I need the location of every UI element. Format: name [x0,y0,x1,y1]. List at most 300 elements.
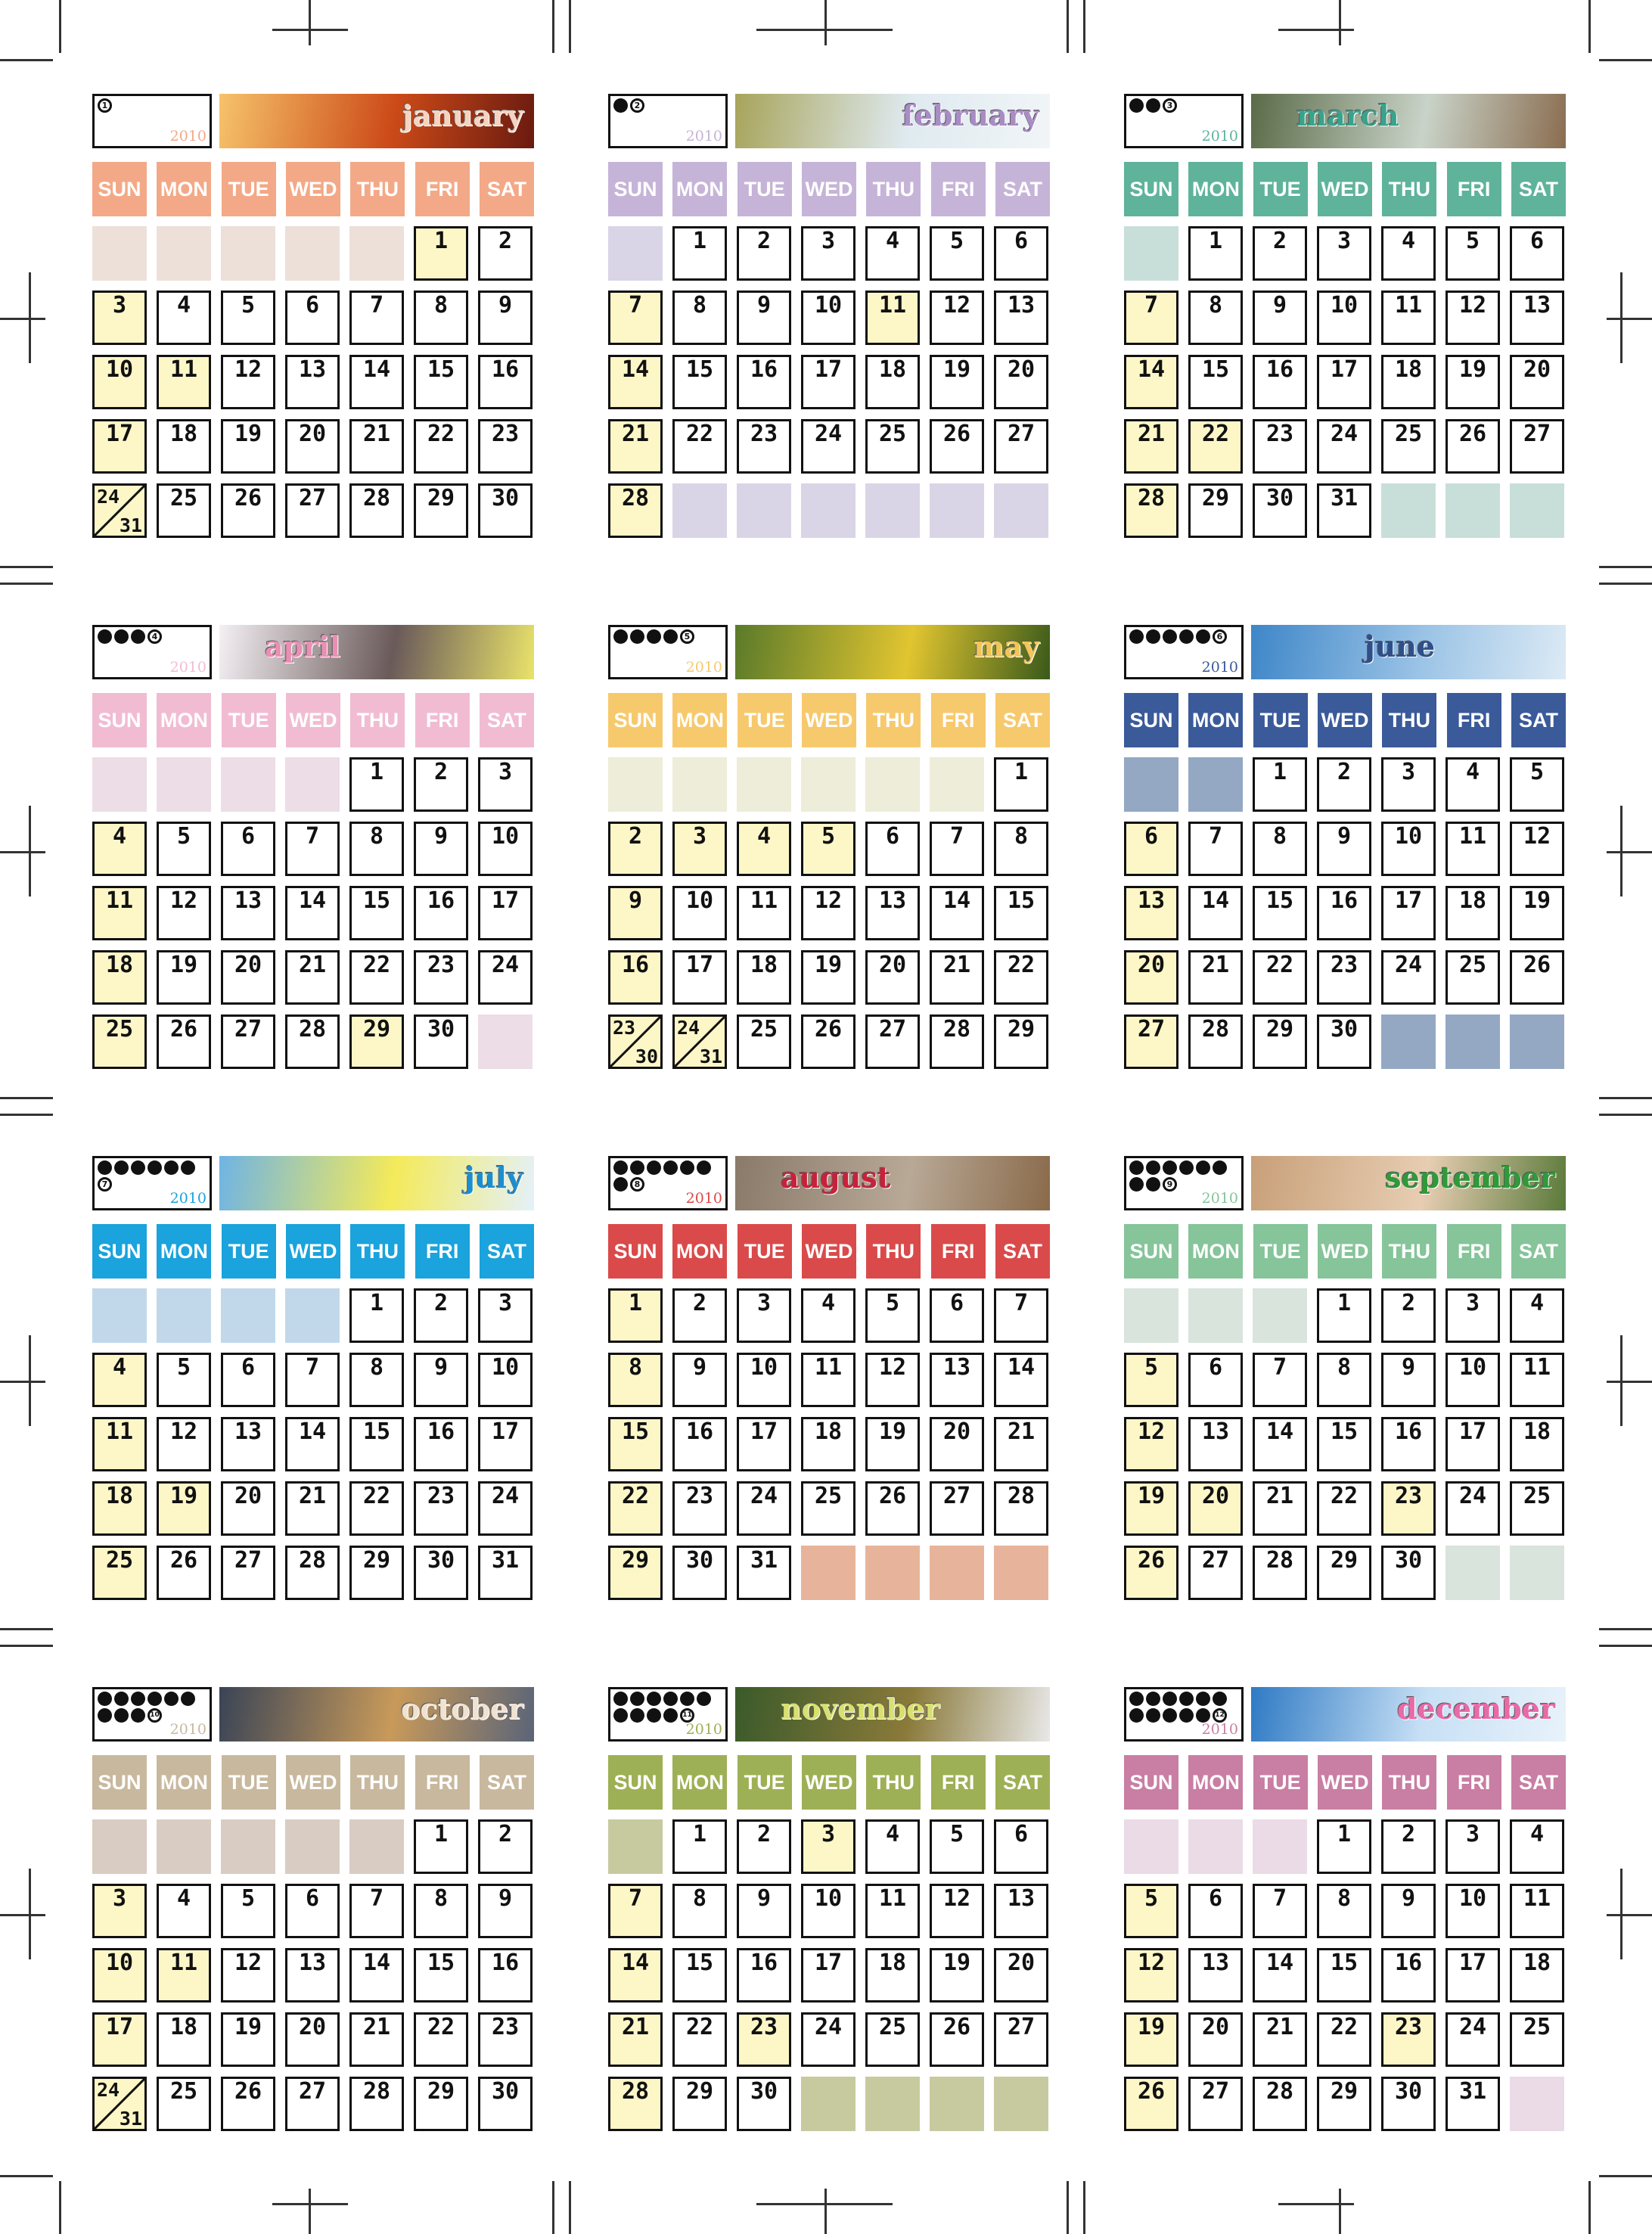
day-cell[interactable]: 25 [92,1014,147,1069]
day-cell[interactable]: 26 [221,483,275,538]
day-cell[interactable]: 27 [285,483,340,538]
day-cell[interactable]: 3 [801,1819,856,1874]
day-cell[interactable]: 26 [157,1014,211,1069]
day-cell[interactable]: 19 [221,2012,275,2067]
day-cell[interactable]: 1 [414,226,468,281]
day-cell[interactable]: 11 [157,1948,211,2003]
day-cell[interactable]: 19 [865,1417,920,1471]
day-cell[interactable]: 8 [1253,822,1307,876]
day-cell[interactable]: 21 [349,419,404,474]
day-cell[interactable]: 22 [349,950,404,1005]
day-cell[interactable]: 8 [994,822,1048,876]
day-cell[interactable]: 27 [1124,1014,1178,1069]
day-cell[interactable]: 15 [608,1417,663,1471]
day-cell[interactable]: 22 [349,1481,404,1536]
day-cell[interactable]: 16 [478,1948,533,2003]
day-cell[interactable]: 4 [1381,226,1436,281]
day-cell[interactable]: 1 [349,757,404,812]
day-cell[interactable]: 18 [157,419,211,474]
day-cell[interactable]: 13 [1124,886,1178,940]
day-cell[interactable]: 21 [285,950,340,1005]
day-cell[interactable]: 6 [994,1819,1048,1874]
day-cell[interactable]: 13 [221,886,275,940]
day-cell[interactable]: 21 [608,419,663,474]
day-cell[interactable]: 8 [1188,291,1243,345]
day-cell[interactable]: 2 [737,1819,791,1874]
day-cell[interactable]: 5 [930,226,984,281]
day-cell[interactable]: 17 [92,2012,147,2067]
day-cell[interactable]: 30 [1317,1014,1371,1069]
day-cell[interactable]: 19 [1510,886,1564,940]
day-cell[interactable]: 20 [865,950,920,1005]
day-cell[interactable]: 29 [414,2077,468,2131]
day-cell[interactable]: 14 [930,886,984,940]
day-cell[interactable]: 26 [221,2077,275,2131]
day-cell[interactable]: 28 [930,1014,984,1069]
day-cell[interactable]: 17 [801,1948,856,2003]
day-cell[interactable]: 2 [1381,1288,1436,1343]
day-cell[interactable]: 1 [672,226,727,281]
day-cell[interactable]: 13 [930,1353,984,1407]
day-cell[interactable]: 4 [1510,1819,1564,1874]
day-cell[interactable]: 27 [285,2077,340,2131]
day-cell[interactable]: 3 [737,1288,791,1343]
day-cell[interactable]: 14 [1253,1417,1307,1471]
day-cell[interactable]: 10 [1446,1353,1500,1407]
day-cell[interactable]: 16 [478,355,533,409]
day-cell[interactable]: 24 [737,1481,791,1536]
day-cell[interactable]: 23 [1381,2012,1436,2067]
day-cell[interactable]: 30 [414,1546,468,1600]
day-cell[interactable]: 5 [930,1819,984,1874]
day-cell[interactable]: 11 [1381,291,1436,345]
day-cell[interactable]: 28 [608,2077,663,2131]
day-cell[interactable]: 23 [1253,419,1307,474]
day-cell[interactable]: 13 [994,1884,1048,1938]
day-cell[interactable]: 4 [865,226,920,281]
day-cell[interactable]: 30 [672,1546,727,1600]
day-cell[interactable]: 4 [157,291,211,345]
day-cell[interactable]: 17 [478,886,533,940]
day-cell[interactable]: 10 [737,1353,791,1407]
day-cell[interactable]: 10 [672,886,727,940]
day-cell[interactable]: 31 [1446,2077,1500,2131]
day-cell[interactable]: 8 [672,1884,727,1938]
day-cell[interactable]: 13 [1188,1948,1243,2003]
day-cell[interactable]: 10 [478,1353,533,1407]
day-cell[interactable]: 24 [801,2012,856,2067]
day-cell-split[interactable] [608,1014,663,1069]
day-cell[interactable]: 7 [930,822,984,876]
day-cell[interactable]: 27 [994,419,1048,474]
day-cell[interactable]: 5 [1446,226,1500,281]
day-cell[interactable]: 1 [1253,757,1307,812]
day-cell[interactable]: 12 [930,291,984,345]
day-cell[interactable]: 22 [414,419,468,474]
day-cell[interactable]: 20 [1188,2012,1243,2067]
day-cell[interactable]: 3 [1381,757,1436,812]
day-cell[interactable]: 24 [1381,950,1436,1005]
day-cell[interactable]: 13 [221,1417,275,1471]
day-cell[interactable]: 9 [478,1884,533,1938]
day-cell[interactable]: 22 [994,950,1048,1005]
day-cell[interactable]: 17 [1446,1948,1500,2003]
day-cell[interactable]: 15 [1317,1417,1371,1471]
day-cell[interactable]: 31 [1317,483,1371,538]
day-cell[interactable]: 31 [737,1546,791,1600]
day-cell[interactable]: 9 [1253,291,1307,345]
day-cell[interactable]: 2 [1381,1819,1436,1874]
day-cell[interactable]: 16 [737,355,791,409]
day-cell[interactable]: 21 [285,1481,340,1536]
day-cell[interactable]: 26 [157,1546,211,1600]
day-cell[interactable]: 15 [1317,1948,1371,2003]
day-cell[interactable]: 23 [737,419,791,474]
day-cell[interactable]: 8 [349,1353,404,1407]
day-cell[interactable]: 18 [1510,1948,1564,2003]
day-cell[interactable]: 28 [349,2077,404,2131]
day-cell[interactable]: 8 [672,291,727,345]
day-cell[interactable]: 6 [285,291,340,345]
day-cell[interactable]: 21 [930,950,984,1005]
day-cell[interactable]: 17 [801,355,856,409]
day-cell[interactable]: 1 [1317,1288,1371,1343]
day-cell[interactable]: 12 [1446,291,1500,345]
day-cell[interactable]: 19 [1446,355,1500,409]
day-cell[interactable]: 1 [994,757,1048,812]
day-cell[interactable]: 21 [608,2012,663,2067]
day-cell[interactable]: 22 [672,419,727,474]
day-cell[interactable]: 23 [478,419,533,474]
day-cell[interactable]: 11 [157,355,211,409]
day-cell[interactable]: 5 [1124,1353,1178,1407]
day-cell[interactable]: 26 [1510,950,1564,1005]
day-cell[interactable]: 18 [157,2012,211,2067]
day-cell[interactable]: 19 [221,419,275,474]
day-cell[interactable]: 14 [349,355,404,409]
day-cell[interactable]: 26 [1124,2077,1178,2131]
day-cell[interactable]: 4 [801,1288,856,1343]
day-cell[interactable]: 9 [1381,1884,1436,1938]
day-cell[interactable]: 29 [608,1546,663,1600]
day-cell[interactable]: 28 [994,1481,1048,1536]
day-cell[interactable]: 20 [930,1417,984,1471]
day-cell[interactable]: 5 [1124,1884,1178,1938]
day-cell[interactable]: 21 [1124,419,1178,474]
day-cell[interactable]: 15 [1188,355,1243,409]
day-cell[interactable]: 29 [1317,1546,1371,1600]
day-cell[interactable]: 22 [672,2012,727,2067]
day-cell[interactable]: 23 [414,1481,468,1536]
day-cell[interactable]: 12 [1510,822,1564,876]
day-cell[interactable]: 27 [221,1546,275,1600]
day-cell[interactable]: 10 [92,355,147,409]
day-cell[interactable]: 21 [349,2012,404,2067]
day-cell[interactable]: 26 [1446,419,1500,474]
day-cell[interactable]: 25 [1510,2012,1564,2067]
day-cell[interactable]: 19 [930,355,984,409]
day-cell[interactable]: 10 [92,1948,147,2003]
day-cell[interactable]: 28 [1253,1546,1307,1600]
day-cell[interactable]: 2 [478,226,533,281]
day-cell[interactable]: 7 [608,291,663,345]
day-cell[interactable]: 22 [608,1481,663,1536]
day-cell[interactable]: 11 [737,886,791,940]
day-cell[interactable]: 21 [994,1417,1048,1471]
day-cell[interactable]: 25 [1510,1481,1564,1536]
day-cell[interactable]: 7 [1188,822,1243,876]
day-cell[interactable]: 6 [285,1884,340,1938]
day-cell[interactable]: 26 [930,419,984,474]
day-cell[interactable]: 7 [1253,1884,1307,1938]
day-cell[interactable]: 16 [737,1948,791,2003]
day-cell[interactable]: 16 [414,1417,468,1471]
day-cell[interactable]: 26 [1124,1546,1178,1600]
day-cell[interactable]: 13 [994,291,1048,345]
day-cell[interactable]: 6 [1510,226,1564,281]
day-cell[interactable]: 15 [414,355,468,409]
day-cell[interactable]: 9 [672,1353,727,1407]
day-cell[interactable]: 17 [1381,886,1436,940]
day-cell[interactable]: 23 [1317,950,1371,1005]
day-cell[interactable]: 8 [349,822,404,876]
day-cell[interactable]: 16 [672,1417,727,1471]
day-cell[interactable]: 5 [157,822,211,876]
day-cell[interactable]: 3 [478,757,533,812]
day-cell[interactable]: 12 [157,886,211,940]
day-cell[interactable]: 30 [1381,2077,1436,2131]
day-cell[interactable]: 7 [1253,1353,1307,1407]
day-cell[interactable]: 21 [1253,2012,1307,2067]
day-cell[interactable]: 16 [608,950,663,1005]
day-cell[interactable]: 3 [1446,1819,1500,1874]
day-cell[interactable]: 10 [1446,1884,1500,1938]
day-cell[interactable]: 22 [1317,2012,1371,2067]
day-cell[interactable]: 18 [1510,1417,1564,1471]
day-cell[interactable]: 25 [92,1546,147,1600]
day-cell[interactable]: 13 [285,1948,340,2003]
day-cell[interactable]: 10 [1317,291,1371,345]
day-cell[interactable]: 14 [285,1417,340,1471]
day-cell[interactable]: 28 [608,483,663,538]
day-cell[interactable]: 3 [478,1288,533,1343]
day-cell[interactable]: 14 [994,1353,1048,1407]
day-cell[interactable]: 20 [1124,950,1178,1005]
day-cell[interactable]: 25 [865,2012,920,2067]
day-cell[interactable]: 9 [414,1353,468,1407]
day-cell[interactable]: 2 [737,226,791,281]
day-cell[interactable]: 22 [1188,419,1243,474]
day-cell[interactable]: 20 [994,1948,1048,2003]
day-cell[interactable]: 11 [92,1417,147,1471]
day-cell[interactable]: 7 [285,1353,340,1407]
day-cell[interactable]: 4 [157,1884,211,1938]
day-cell[interactable]: 29 [349,1546,404,1600]
day-cell[interactable]: 19 [157,1481,211,1536]
day-cell[interactable]: 12 [221,1948,275,2003]
day-cell[interactable]: 4 [1446,757,1500,812]
day-cell[interactable]: 28 [349,483,404,538]
day-cell[interactable]: 27 [865,1014,920,1069]
day-cell[interactable]: 3 [801,226,856,281]
day-cell[interactable]: 15 [414,1948,468,2003]
day-cell[interactable]: 2 [1253,226,1307,281]
day-cell[interactable]: 16 [1253,355,1307,409]
day-cell[interactable]: 24 [1446,1481,1500,1536]
day-cell[interactable]: 14 [608,355,663,409]
day-cell[interactable]: 6 [221,822,275,876]
day-cell[interactable]: 20 [285,419,340,474]
day-cell[interactable]: 15 [349,1417,404,1471]
day-cell[interactable]: 25 [1446,950,1500,1005]
day-cell[interactable]: 27 [1188,1546,1243,1600]
day-cell[interactable]: 11 [92,886,147,940]
day-cell-split[interactable] [672,1014,727,1069]
day-cell[interactable]: 2 [608,822,663,876]
day-cell[interactable]: 18 [737,950,791,1005]
day-cell[interactable]: 26 [865,1481,920,1536]
day-cell[interactable]: 17 [672,950,727,1005]
day-cell[interactable]: 29 [672,2077,727,2131]
day-cell[interactable]: 1 [414,1819,468,1874]
day-cell[interactable]: 18 [1446,886,1500,940]
day-cell[interactable]: 6 [221,1353,275,1407]
day-cell[interactable]: 15 [1253,886,1307,940]
day-cell[interactable]: 16 [1381,1417,1436,1471]
day-cell[interactable]: 12 [157,1417,211,1471]
day-cell[interactable]: 7 [994,1288,1048,1343]
day-cell[interactable]: 23 [737,2012,791,2067]
day-cell[interactable]: 23 [478,2012,533,2067]
day-cell[interactable]: 22 [1253,950,1307,1005]
day-cell[interactable]: 20 [1188,1481,1243,1536]
day-cell[interactable]: 29 [1188,483,1243,538]
day-cell[interactable]: 6 [865,822,920,876]
day-cell[interactable]: 24 [478,1481,533,1536]
day-cell[interactable]: 29 [349,1014,404,1069]
day-cell[interactable]: 5 [1510,757,1564,812]
day-cell[interactable]: 24 [1446,2012,1500,2067]
day-cell[interactable]: 11 [801,1353,856,1407]
day-cell[interactable]: 29 [1317,2077,1371,2131]
day-cell[interactable]: 3 [92,291,147,345]
day-cell[interactable]: 30 [1253,483,1307,538]
day-cell[interactable]: 16 [1381,1948,1436,2003]
day-cell[interactable]: 5 [221,1884,275,1938]
day-cell[interactable]: 25 [157,2077,211,2131]
day-cell[interactable]: 19 [1124,2012,1178,2067]
day-cell[interactable]: 17 [478,1417,533,1471]
day-cell[interactable]: 4 [1510,1288,1564,1343]
day-cell[interactable]: 1 [672,1819,727,1874]
day-cell[interactable]: 10 [801,1884,856,1938]
day-cell[interactable]: 20 [285,2012,340,2067]
day-cell[interactable]: 19 [801,950,856,1005]
day-cell[interactable]: 16 [1317,886,1371,940]
day-cell[interactable]: 21 [1188,950,1243,1005]
day-cell[interactable]: 27 [994,2012,1048,2067]
day-cell[interactable]: 25 [865,419,920,474]
day-cell[interactable]: 14 [1253,1948,1307,2003]
day-cell[interactable]: 4 [865,1819,920,1874]
day-cell[interactable]: 8 [608,1353,663,1407]
day-cell[interactable]: 1 [349,1288,404,1343]
day-cell[interactable]: 28 [1124,483,1178,538]
day-cell[interactable]: 1 [608,1288,663,1343]
day-cell[interactable]: 2 [478,1819,533,1874]
day-cell[interactable]: 27 [930,1481,984,1536]
day-cell[interactable]: 20 [221,1481,275,1536]
day-cell[interactable]: 17 [1317,355,1371,409]
day-cell[interactable]: 16 [414,886,468,940]
day-cell[interactable]: 5 [157,1353,211,1407]
day-cell[interactable]: 20 [221,950,275,1005]
day-cell[interactable]: 29 [1253,1014,1307,1069]
day-cell[interactable]: 7 [1124,291,1178,345]
day-cell[interactable]: 9 [737,291,791,345]
day-cell[interactable]: 23 [672,1481,727,1536]
day-cell[interactable]: 30 [737,2077,791,2131]
day-cell[interactable]: 10 [1381,822,1436,876]
day-cell[interactable]: 14 [608,1948,663,2003]
day-cell[interactable]: 15 [349,886,404,940]
day-cell[interactable]: 25 [737,1014,791,1069]
day-cell[interactable]: 7 [349,291,404,345]
day-cell[interactable]: 28 [285,1546,340,1600]
day-cell[interactable]: 30 [478,483,533,538]
day-cell[interactable]: 14 [1188,886,1243,940]
day-cell[interactable]: 8 [414,291,468,345]
day-cell[interactable]: 14 [285,886,340,940]
day-cell[interactable]: 13 [1510,291,1564,345]
day-cell[interactable]: 12 [801,886,856,940]
day-cell[interactable]: 8 [414,1884,468,1938]
day-cell[interactable]: 14 [1124,355,1178,409]
day-cell[interactable]: 17 [1446,1417,1500,1471]
day-cell[interactable]: 6 [1188,1884,1243,1938]
day-cell[interactable]: 9 [1381,1353,1436,1407]
day-cell[interactable]: 23 [414,950,468,1005]
day-cell[interactable]: 13 [1188,1417,1243,1471]
day-cell[interactable]: 30 [478,2077,533,2131]
day-cell[interactable]: 18 [865,1948,920,2003]
day-cell[interactable]: 23 [1381,1481,1436,1536]
day-cell[interactable]: 30 [1381,1546,1436,1600]
day-cell[interactable]: 18 [865,355,920,409]
day-cell[interactable]: 18 [92,950,147,1005]
day-cell[interactable]: 6 [930,1288,984,1343]
day-cell[interactable]: 6 [994,226,1048,281]
day-cell[interactable]: 27 [221,1014,275,1069]
day-cell[interactable]: 7 [285,822,340,876]
day-cell[interactable]: 9 [1317,822,1371,876]
day-cell[interactable]: 30 [414,1014,468,1069]
day-cell[interactable]: 5 [221,291,275,345]
day-cell[interactable]: 15 [994,886,1048,940]
day-cell[interactable]: 6 [1124,822,1178,876]
day-cell[interactable]: 15 [672,355,727,409]
day-cell[interactable]: 17 [92,419,147,474]
day-cell[interactable]: 11 [865,291,920,345]
day-cell[interactable]: 31 [478,1546,533,1600]
day-cell[interactable]: 14 [349,1948,404,2003]
day-cell[interactable]: 18 [1381,355,1436,409]
day-cell[interactable]: 19 [157,950,211,1005]
day-cell[interactable]: 6 [1188,1353,1243,1407]
day-cell[interactable]: 22 [414,2012,468,2067]
day-cell[interactable]: 2 [1317,757,1371,812]
day-cell[interactable]: 11 [1446,822,1500,876]
